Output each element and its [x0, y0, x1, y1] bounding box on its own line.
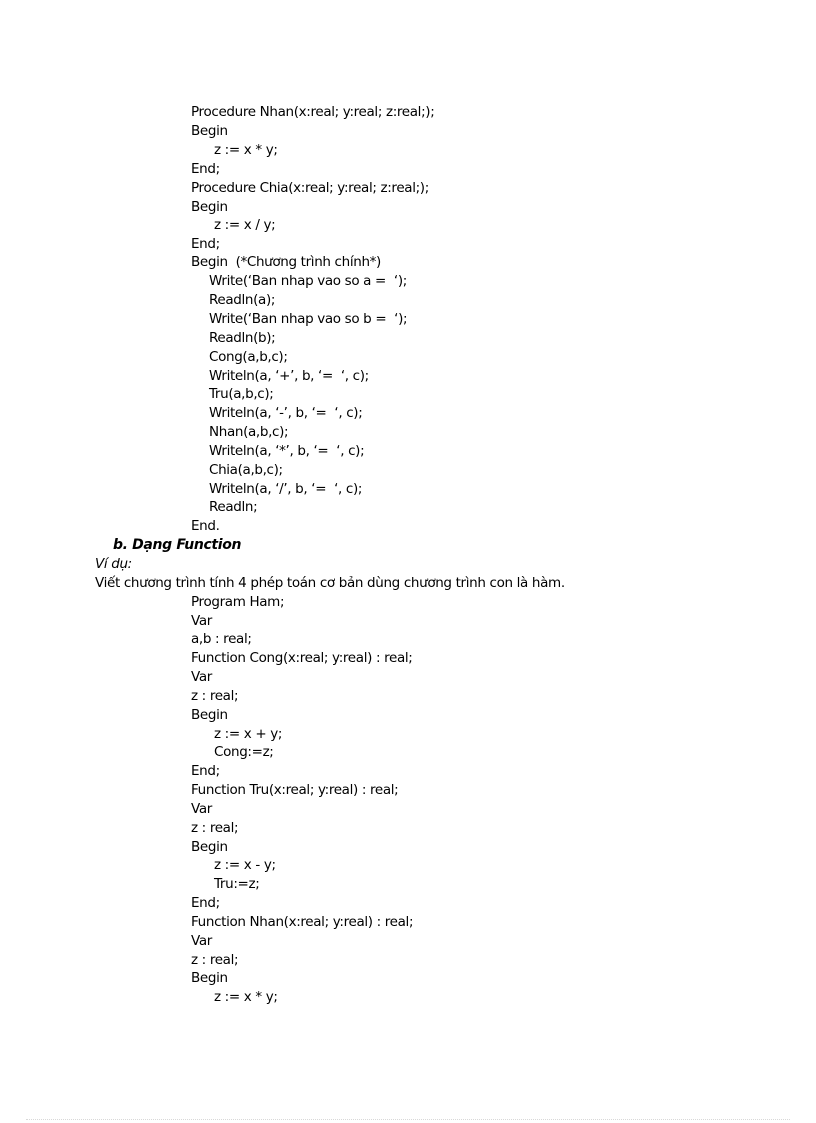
code-line: z : real;: [191, 688, 239, 704]
code-line: Var: [191, 669, 212, 685]
code-line: Begin: [191, 839, 228, 855]
code-line: Cong:=z;: [214, 744, 274, 760]
code-line: Readln(b);: [209, 330, 276, 346]
code-line: Tru(a,b,c);: [209, 386, 274, 402]
code-line: z := x * y;: [214, 142, 278, 158]
code-line: Begin: [191, 970, 228, 986]
code-line: Procedure Chia(x:real; y:real; z:real;);: [191, 180, 429, 196]
code-line: Writeln(a, ‘-’, b, ‘= ‘, c);: [209, 405, 363, 421]
code-line: End;: [191, 895, 220, 911]
code-line: Var: [191, 933, 212, 949]
code-line: z : real;: [191, 952, 239, 968]
code-line: Writeln(a, ‘+’, b, ‘= ‘, c);: [209, 368, 369, 384]
code-line: z := x / y;: [214, 217, 276, 233]
code-line: Readln(a);: [209, 292, 276, 308]
code-line: Program Ham;: [191, 594, 285, 610]
code-line: z := x * y;: [214, 989, 278, 1005]
code-line: Cong(a,b,c);: [209, 349, 288, 365]
code-line: Var: [191, 613, 212, 629]
code-line: Tru:=z;: [214, 876, 260, 892]
code-line: Writeln(a, ‘/’, b, ‘= ‘, c);: [209, 481, 363, 497]
code-line: Write(‘Ban nhap vao so a = ‘);: [209, 273, 407, 289]
example-label: Ví dụ:: [95, 556, 132, 572]
example-description: Viết chương trình tính 4 phép toán cơ bản dùng chương trình con là hàm.: [95, 575, 565, 591]
code-line: Procedure Nhan(x:real; y:real; z:real;);: [191, 104, 435, 120]
code-line: Begin: [191, 123, 228, 139]
code-line: Nhan(a,b,c);: [209, 424, 289, 440]
section-heading: b. Dạng Function: [113, 537, 242, 553]
code-line: End;: [191, 763, 220, 779]
code-line: z : real;: [191, 820, 239, 836]
code-line: Begin (*Chương trình chính*): [191, 254, 381, 270]
code-line: Begin: [191, 707, 228, 723]
code-line: Var: [191, 801, 212, 817]
code-line: End;: [191, 236, 220, 252]
code-line: Readln;: [209, 499, 258, 515]
code-line: Function Nhan(x:real; y:real) : real;: [191, 914, 414, 930]
code-line: Begin: [191, 199, 228, 215]
page-bottom-divider: [26, 1119, 790, 1120]
code-line: Chia(a,b,c);: [209, 462, 283, 478]
code-line: End.: [191, 518, 220, 534]
code-line: Write(‘Ban nhap vao so b = ‘);: [209, 311, 408, 327]
code-line: a,b : real;: [191, 631, 252, 647]
code-line: Function Cong(x:real; y:real) : real;: [191, 650, 413, 666]
code-line: Writeln(a, ‘*’, b, ‘= ‘, c);: [209, 443, 365, 459]
code-line: Function Tru(x:real; y:real) : real;: [191, 782, 399, 798]
code-line: End;: [191, 161, 220, 177]
code-line: z := x - y;: [214, 857, 276, 873]
code-line: z := x + y;: [214, 726, 283, 742]
